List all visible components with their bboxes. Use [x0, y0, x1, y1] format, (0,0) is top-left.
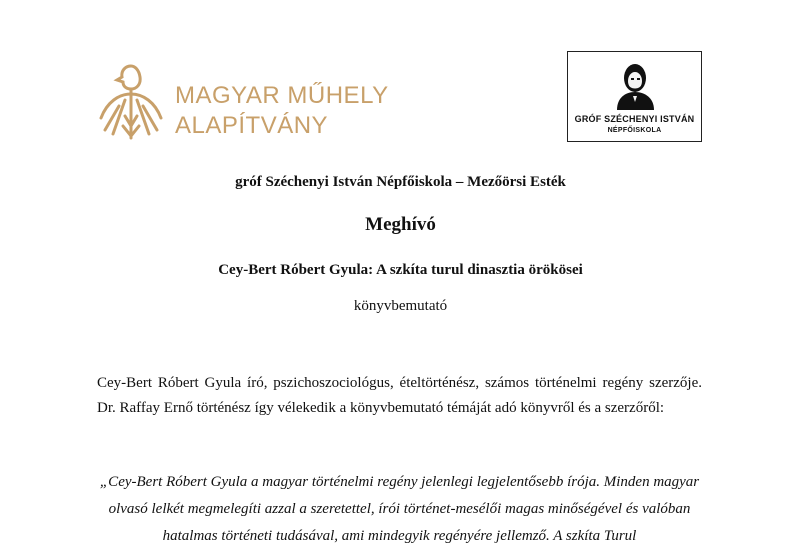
szechenyi-nepfoiskola-logo [567, 51, 702, 142]
brand-name-line2: ALAPÍTVÁNY [175, 112, 329, 139]
intro-paragraph: Cey-Bert Róbert Gyula író, pszichoszociológus, ételtörténész, számos történelmi regény szerzője. Dr. Raffay Ernő történész így vélekedik a könyvbemutató témáját adó könyvről és a szerzőről: [97, 375, 702, 416]
eagle-icon [95, 60, 167, 142]
quote-paragraph: „Cey-Bert Róbert Gyula a magyar történelmi regény jelenlegi legjelentősebb írója. Minden magyar olvasó lelkét megmelegíti azzal a szeretettel, írói történet-mesélői magas minőségével és valóban hatalmas történeti tudásával, ami mindegyik regényére jellemző. A szkíta Turul [99, 474, 700, 544]
brand-name-line1: MAGYAR MŰHELY [175, 82, 389, 109]
portrait-icon [613, 58, 658, 110]
logo-text-line1: GRÓF SZÉCHENYI ISTVÁN [574, 114, 695, 124]
logo-text-line2: NÉPFŐISKOLA [607, 127, 662, 134]
invitation-title: Meghívó [365, 214, 436, 235]
book-title: Cey-Bert Róbert Gyula: A szkíta turul dinasztia örökösei [218, 262, 583, 278]
organizer-heading: gróf Széchenyi István Népfőiskola – Mezőörsi Esték [235, 174, 566, 190]
magyar-muhely-logo [95, 58, 389, 148]
event-type: könyvbemutató [353, 298, 448, 314]
